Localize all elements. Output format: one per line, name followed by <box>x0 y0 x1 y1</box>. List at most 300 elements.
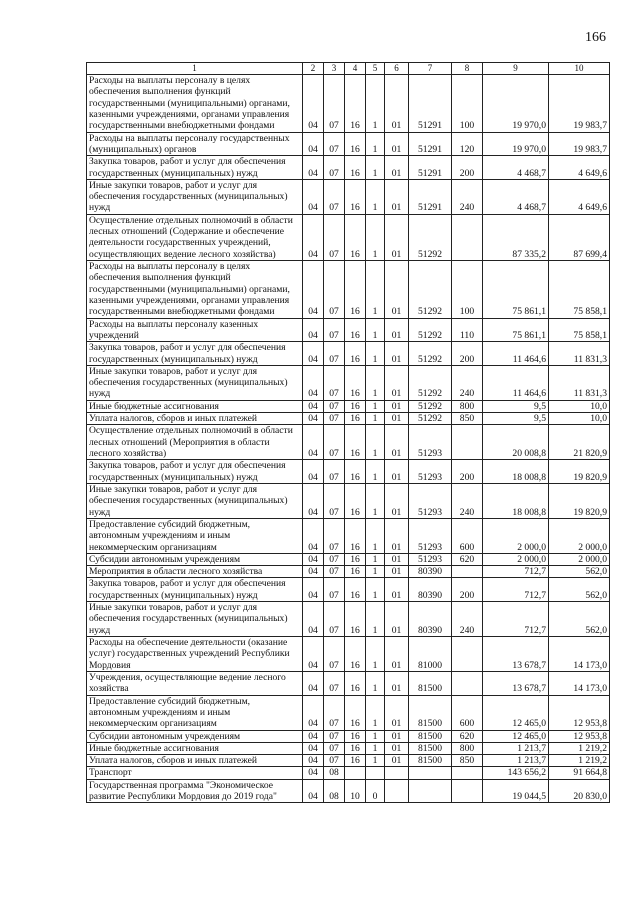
code-cell: 51293 <box>409 518 452 553</box>
code-cell: 04 <box>303 671 324 695</box>
code-cell: 04 <box>303 365 324 400</box>
code-cell: 16 <box>345 342 366 366</box>
code-cell: 01 <box>385 156 409 180</box>
row-name-cell: Иные бюджетные ассигнования <box>87 742 303 754</box>
code-cell: 07 <box>324 637 345 672</box>
code-cell: 850 <box>452 755 483 767</box>
amount-cell: 87 335,2 <box>483 214 549 260</box>
code-cell: 51291 <box>409 132 452 156</box>
table-row <box>87 261 610 319</box>
code-cell: 01 <box>385 460 409 484</box>
code-cell: 1 <box>366 742 385 754</box>
amount-cell: 4 649,6 <box>549 179 610 214</box>
amount-cell: 1 213,7 <box>483 755 549 767</box>
amount-cell: 712,7 <box>483 566 549 578</box>
row-name-cell: Субсидии автономным учреждениям <box>87 730 303 742</box>
amount-cell: 712,7 <box>483 578 549 602</box>
code-cell: 04 <box>303 214 324 260</box>
code-cell: 120 <box>452 132 483 156</box>
code-cell: 16 <box>345 566 366 578</box>
code-cell: 04 <box>303 518 324 553</box>
code-cell: 01 <box>385 742 409 754</box>
amount-cell: 9,5 <box>483 400 549 412</box>
code-cell: 04 <box>303 179 324 214</box>
code-cell: 16 <box>345 483 366 518</box>
code-cell: 01 <box>385 179 409 214</box>
code-cell: 16 <box>345 742 366 754</box>
code-cell: 04 <box>303 755 324 767</box>
code-cell: 1 <box>366 425 385 460</box>
code-cell: 51291 <box>409 179 452 214</box>
amount-cell: 19 983,7 <box>549 75 610 133</box>
code-cell: 1 <box>366 671 385 695</box>
table-row <box>87 671 610 695</box>
code-cell: 07 <box>324 566 345 578</box>
code-cell: 07 <box>324 75 345 133</box>
code-cell: 81500 <box>409 742 452 754</box>
code-cell: 07 <box>324 695 345 730</box>
code-cell: 04 <box>303 602 324 637</box>
page-number: 166 <box>585 30 606 45</box>
amount-cell: 9,5 <box>483 413 549 425</box>
code-cell: 07 <box>324 483 345 518</box>
code-cell: 16 <box>345 425 366 460</box>
table-row <box>87 483 610 518</box>
table-row <box>87 460 610 484</box>
code-cell: 100 <box>452 75 483 133</box>
code-cell: 08 <box>324 767 345 779</box>
row-name-cell: Закупка товаров, работ и услуг для обеспечения государственных (муниципальных) нужд <box>87 156 303 180</box>
row-name-cell: Осуществление отдельных полномочий в области лесных отношений (Содержание и обеспечение деятельности государственных учреждений, осуществляющих ведение лесного хозяйства) <box>87 214 303 260</box>
table-row <box>87 695 610 730</box>
table-row <box>87 425 610 460</box>
code-cell <box>452 637 483 672</box>
header-cell: 4 <box>345 63 366 75</box>
code-cell: 51292 <box>409 214 452 260</box>
amount-cell: 13 678,7 <box>483 671 549 695</box>
header-row <box>87 63 610 75</box>
code-cell: 16 <box>345 365 366 400</box>
amount-cell: 13 678,7 <box>483 637 549 672</box>
table-row <box>87 75 610 133</box>
code-cell: 240 <box>452 602 483 637</box>
code-cell: 1 <box>366 602 385 637</box>
amount-cell: 19 983,7 <box>549 132 610 156</box>
amount-cell: 75 861,1 <box>483 318 549 342</box>
code-cell: 04 <box>303 261 324 319</box>
code-cell: 16 <box>345 318 366 342</box>
code-cell: 1 <box>366 578 385 602</box>
header-cell: 9 <box>483 63 549 75</box>
amount-cell: 4 468,7 <box>483 156 549 180</box>
code-cell: 51292 <box>409 365 452 400</box>
code-cell: 600 <box>452 695 483 730</box>
code-cell: 07 <box>324 132 345 156</box>
code-cell <box>385 779 409 803</box>
amount-cell: 19 970,0 <box>483 75 549 133</box>
code-cell: 81500 <box>409 695 452 730</box>
code-cell: 01 <box>385 566 409 578</box>
code-cell: 1 <box>366 75 385 133</box>
amount-cell: 12 953,8 <box>549 695 610 730</box>
code-cell <box>366 767 385 779</box>
amount-cell: 19 970,0 <box>483 132 549 156</box>
code-cell: 1 <box>366 518 385 553</box>
code-cell: 1 <box>366 553 385 565</box>
code-cell: 16 <box>345 75 366 133</box>
code-cell: 07 <box>324 413 345 425</box>
amount-cell: 143 656,2 <box>483 767 549 779</box>
code-cell: 04 <box>303 637 324 672</box>
amount-cell: 14 173,0 <box>549 671 610 695</box>
code-cell: 07 <box>324 179 345 214</box>
code-cell: 04 <box>303 413 324 425</box>
amount-cell: 4 468,7 <box>483 179 549 214</box>
amount-cell: 12 465,0 <box>483 695 549 730</box>
code-cell: 240 <box>452 365 483 400</box>
code-cell: 51291 <box>409 156 452 180</box>
code-cell: 07 <box>324 602 345 637</box>
code-cell: 51291 <box>409 75 452 133</box>
row-name-cell: Субсидии автономным учреждениям <box>87 553 303 565</box>
code-cell: 01 <box>385 425 409 460</box>
code-cell <box>345 767 366 779</box>
budget-table <box>86 62 610 803</box>
code-cell: 16 <box>345 755 366 767</box>
code-cell: 01 <box>385 518 409 553</box>
amount-cell: 2 000,0 <box>483 553 549 565</box>
amount-cell: 712,7 <box>483 602 549 637</box>
code-cell: 04 <box>303 742 324 754</box>
code-cell: 07 <box>324 342 345 366</box>
code-cell: 01 <box>385 413 409 425</box>
amount-cell: 2 000,0 <box>549 553 610 565</box>
code-cell: 200 <box>452 342 483 366</box>
code-cell: 01 <box>385 578 409 602</box>
row-name-cell: Иные закупки товаров, работ и услуг для обеспечения государственных (муниципальных) нужд <box>87 179 303 214</box>
code-cell: 07 <box>324 318 345 342</box>
amount-cell: 11 464,6 <box>483 342 549 366</box>
code-cell: 10 <box>345 779 366 803</box>
table-row <box>87 566 610 578</box>
code-cell: 01 <box>385 342 409 366</box>
code-cell: 1 <box>366 730 385 742</box>
row-name-cell: Иные бюджетные ассигнования <box>87 400 303 412</box>
table-row <box>87 156 610 180</box>
code-cell: 04 <box>303 132 324 156</box>
header-cell: 6 <box>385 63 409 75</box>
amount-cell: 562,0 <box>549 578 610 602</box>
code-cell: 04 <box>303 767 324 779</box>
code-cell: 07 <box>324 742 345 754</box>
code-cell: 07 <box>324 755 345 767</box>
code-cell: 800 <box>452 400 483 412</box>
amount-cell: 19 044,5 <box>483 779 549 803</box>
table-row <box>87 730 610 742</box>
amount-cell: 75 861,1 <box>483 261 549 319</box>
row-name-cell: Закупка товаров, работ и услуг для обеспечения государственных (муниципальных) нужд <box>87 342 303 366</box>
code-cell: 0 <box>366 779 385 803</box>
code-cell: 16 <box>345 179 366 214</box>
code-cell: 51293 <box>409 553 452 565</box>
code-cell: 16 <box>345 730 366 742</box>
code-cell: 04 <box>303 318 324 342</box>
table-row <box>87 767 610 779</box>
code-cell: 01 <box>385 637 409 672</box>
amount-cell: 19 820,9 <box>549 460 610 484</box>
code-cell: 1 <box>366 318 385 342</box>
code-cell: 1 <box>366 413 385 425</box>
code-cell: 04 <box>303 730 324 742</box>
code-cell: 1 <box>366 342 385 366</box>
code-cell: 16 <box>345 695 366 730</box>
code-cell: 1 <box>366 156 385 180</box>
code-cell: 04 <box>303 553 324 565</box>
code-cell: 04 <box>303 425 324 460</box>
amount-cell: 2 000,0 <box>483 518 549 553</box>
code-cell: 16 <box>345 671 366 695</box>
table-row <box>87 179 610 214</box>
table-row <box>87 755 610 767</box>
code-cell: 80390 <box>409 566 452 578</box>
amount-cell: 91 664,8 <box>549 767 610 779</box>
code-cell: 01 <box>385 132 409 156</box>
code-cell: 600 <box>452 518 483 553</box>
code-cell: 16 <box>345 637 366 672</box>
code-cell: 81500 <box>409 730 452 742</box>
code-cell: 01 <box>385 695 409 730</box>
code-cell <box>385 767 409 779</box>
code-cell: 1 <box>366 400 385 412</box>
table-row <box>87 602 610 637</box>
amount-cell: 11 831,3 <box>549 365 610 400</box>
table-row <box>87 742 610 754</box>
code-cell: 04 <box>303 342 324 366</box>
code-cell: 04 <box>303 566 324 578</box>
table-row <box>87 578 610 602</box>
code-cell: 16 <box>345 214 366 260</box>
header-cell: 8 <box>452 63 483 75</box>
code-cell: 81000 <box>409 637 452 672</box>
code-cell: 200 <box>452 578 483 602</box>
row-name-cell: Предоставление субсидий бюджетным, автономным учреждениям и иным некоммерческим организациям <box>87 518 303 553</box>
code-cell: 07 <box>324 518 345 553</box>
code-cell: 01 <box>385 483 409 518</box>
row-name-cell: Расходы на выплаты персоналу государственных (муниципальных) органов <box>87 132 303 156</box>
code-cell: 800 <box>452 742 483 754</box>
code-cell: 07 <box>324 671 345 695</box>
code-cell: 240 <box>452 483 483 518</box>
code-cell: 04 <box>303 779 324 803</box>
code-cell: 81500 <box>409 671 452 695</box>
code-cell: 16 <box>345 553 366 565</box>
row-name-cell: Государственная программа "Экономическое развитие Республики Мордовия до 2019 года" <box>87 779 303 803</box>
code-cell: 04 <box>303 483 324 518</box>
code-cell <box>452 566 483 578</box>
table-row <box>87 553 610 565</box>
amount-cell: 12 953,8 <box>549 730 610 742</box>
code-cell: 16 <box>345 578 366 602</box>
code-cell: 1 <box>366 179 385 214</box>
amount-cell: 18 008,8 <box>483 483 549 518</box>
table-row <box>87 132 610 156</box>
code-cell: 07 <box>324 578 345 602</box>
code-cell: 200 <box>452 460 483 484</box>
code-cell: 07 <box>324 460 345 484</box>
header-cell: 2 <box>303 63 324 75</box>
row-name-cell: Транспорт <box>87 767 303 779</box>
code-cell: 16 <box>345 156 366 180</box>
amount-cell: 87 699,4 <box>549 214 610 260</box>
amount-cell: 4 649,6 <box>549 156 610 180</box>
code-cell: 01 <box>385 75 409 133</box>
amount-cell: 562,0 <box>549 602 610 637</box>
code-cell: 100 <box>452 261 483 319</box>
code-cell <box>409 779 452 803</box>
header-cell: 3 <box>324 63 345 75</box>
code-cell: 07 <box>324 730 345 742</box>
code-cell <box>452 425 483 460</box>
header-cell: 5 <box>366 63 385 75</box>
code-cell: 01 <box>385 553 409 565</box>
code-cell: 1 <box>366 637 385 672</box>
code-cell: 1 <box>366 214 385 260</box>
amount-cell: 11 831,3 <box>549 342 610 366</box>
table-body <box>87 75 610 803</box>
row-name-cell: Иные закупки товаров, работ и услуг для обеспечения государственных (муниципальных) нужд <box>87 365 303 400</box>
amount-cell: 18 008,8 <box>483 460 549 484</box>
amount-cell: 2 000,0 <box>549 518 610 553</box>
code-cell: 51293 <box>409 483 452 518</box>
code-cell: 01 <box>385 671 409 695</box>
code-cell: 110 <box>452 318 483 342</box>
code-cell: 01 <box>385 318 409 342</box>
code-cell <box>452 671 483 695</box>
code-cell <box>452 779 483 803</box>
amount-cell: 1 213,7 <box>483 742 549 754</box>
code-cell: 1 <box>366 132 385 156</box>
code-cell: 01 <box>385 214 409 260</box>
amount-cell: 1 219,2 <box>549 755 610 767</box>
code-cell: 01 <box>385 400 409 412</box>
code-cell <box>452 214 483 260</box>
amount-cell: 20 830,0 <box>549 779 610 803</box>
code-cell: 16 <box>345 413 366 425</box>
table-row <box>87 365 610 400</box>
code-cell: 80390 <box>409 578 452 602</box>
amount-cell: 1 219,2 <box>549 742 610 754</box>
code-cell: 51292 <box>409 318 452 342</box>
row-name-cell: Расходы на обеспечение деятельности (оказание услуг) государственных учреждений Республики Мордовия <box>87 637 303 672</box>
amount-cell: 75 858,1 <box>549 261 610 319</box>
code-cell: 620 <box>452 730 483 742</box>
code-cell: 07 <box>324 214 345 260</box>
row-name-cell: Иные закупки товаров, работ и услуг для обеспечения государственных (муниципальных) нужд <box>87 483 303 518</box>
row-name-cell: Учреждения, осуществляющие ведение лесного хозяйства <box>87 671 303 695</box>
code-cell: 16 <box>345 400 366 412</box>
amount-cell: 562,0 <box>549 566 610 578</box>
amount-cell: 10,0 <box>549 413 610 425</box>
code-cell: 08 <box>324 779 345 803</box>
code-cell: 04 <box>303 695 324 730</box>
table-row <box>87 342 610 366</box>
code-cell: 1 <box>366 695 385 730</box>
amount-cell: 21 820,9 <box>549 425 610 460</box>
code-cell: 04 <box>303 460 324 484</box>
code-cell <box>452 767 483 779</box>
row-name-cell: Закупка товаров, работ и услуг для обеспечения государственных (муниципальных) нужд <box>87 578 303 602</box>
code-cell: 07 <box>324 261 345 319</box>
code-cell: 01 <box>385 261 409 319</box>
code-cell: 16 <box>345 518 366 553</box>
code-cell: 16 <box>345 261 366 319</box>
code-cell: 1 <box>366 483 385 518</box>
table-row <box>87 318 610 342</box>
code-cell: 620 <box>452 553 483 565</box>
code-cell: 04 <box>303 400 324 412</box>
amount-cell: 14 173,0 <box>549 637 610 672</box>
row-name-cell: Предоставление субсидий бюджетным, автономным учреждениям и иным некоммерческим организациям <box>87 695 303 730</box>
code-cell: 07 <box>324 553 345 565</box>
code-cell: 04 <box>303 156 324 180</box>
code-cell: 1 <box>366 566 385 578</box>
table-row <box>87 214 610 260</box>
row-name-cell: Уплата налогов, сборов и иных платежей <box>87 413 303 425</box>
row-name-cell: Мероприятия в области лесного хозяйства <box>87 566 303 578</box>
code-cell: 1 <box>366 261 385 319</box>
row-name-cell: Расходы на выплаты персоналу в целях обеспечения выполнения функций государственными (муниципальными) органами, казенными учреждениями, органами управления государственными внебюджетными фондами <box>87 261 303 319</box>
code-cell: 1 <box>366 365 385 400</box>
code-cell: 51293 <box>409 460 452 484</box>
header-cell: 7 <box>409 63 452 75</box>
code-cell: 04 <box>303 75 324 133</box>
amount-cell: 75 858,1 <box>549 318 610 342</box>
code-cell: 01 <box>385 365 409 400</box>
code-cell: 51292 <box>409 342 452 366</box>
row-name-cell: Расходы на выплаты персоналу в целях обеспечения выполнения функций государственными (муниципальными) органами, казенными учреждениями, органами управления государственными внебюджетными фондами <box>87 75 303 133</box>
code-cell: 240 <box>452 179 483 214</box>
code-cell: 51293 <box>409 425 452 460</box>
header-cell: 1 <box>87 63 303 75</box>
table-row <box>87 518 610 553</box>
row-name-cell: Закупка товаров, работ и услуг для обеспечения государственных (муниципальных) нужд <box>87 460 303 484</box>
amount-cell: 12 465,0 <box>483 730 549 742</box>
row-name-cell: Осуществление отдельных полномочий в области лесных отношений (Мероприятия в области лесного хозяйства) <box>87 425 303 460</box>
code-cell: 16 <box>345 602 366 637</box>
code-cell: 51292 <box>409 413 452 425</box>
code-cell: 01 <box>385 730 409 742</box>
code-cell: 1 <box>366 460 385 484</box>
header-cell: 10 <box>549 63 610 75</box>
code-cell: 04 <box>303 578 324 602</box>
code-cell: 1 <box>366 755 385 767</box>
code-cell: 07 <box>324 425 345 460</box>
table-row <box>87 637 610 672</box>
code-cell: 80390 <box>409 602 452 637</box>
code-cell: 16 <box>345 132 366 156</box>
code-cell: 07 <box>324 400 345 412</box>
code-cell: 850 <box>452 413 483 425</box>
row-name-cell: Расходы на выплаты персоналу казенных учреждений <box>87 318 303 342</box>
row-name-cell: Уплата налогов, сборов и иных платежей <box>87 755 303 767</box>
code-cell: 07 <box>324 365 345 400</box>
table-row <box>87 413 610 425</box>
code-cell: 51292 <box>409 400 452 412</box>
table-row <box>87 779 610 803</box>
amount-cell: 11 464,6 <box>483 365 549 400</box>
table-row <box>87 400 610 412</box>
code-cell: 81500 <box>409 755 452 767</box>
